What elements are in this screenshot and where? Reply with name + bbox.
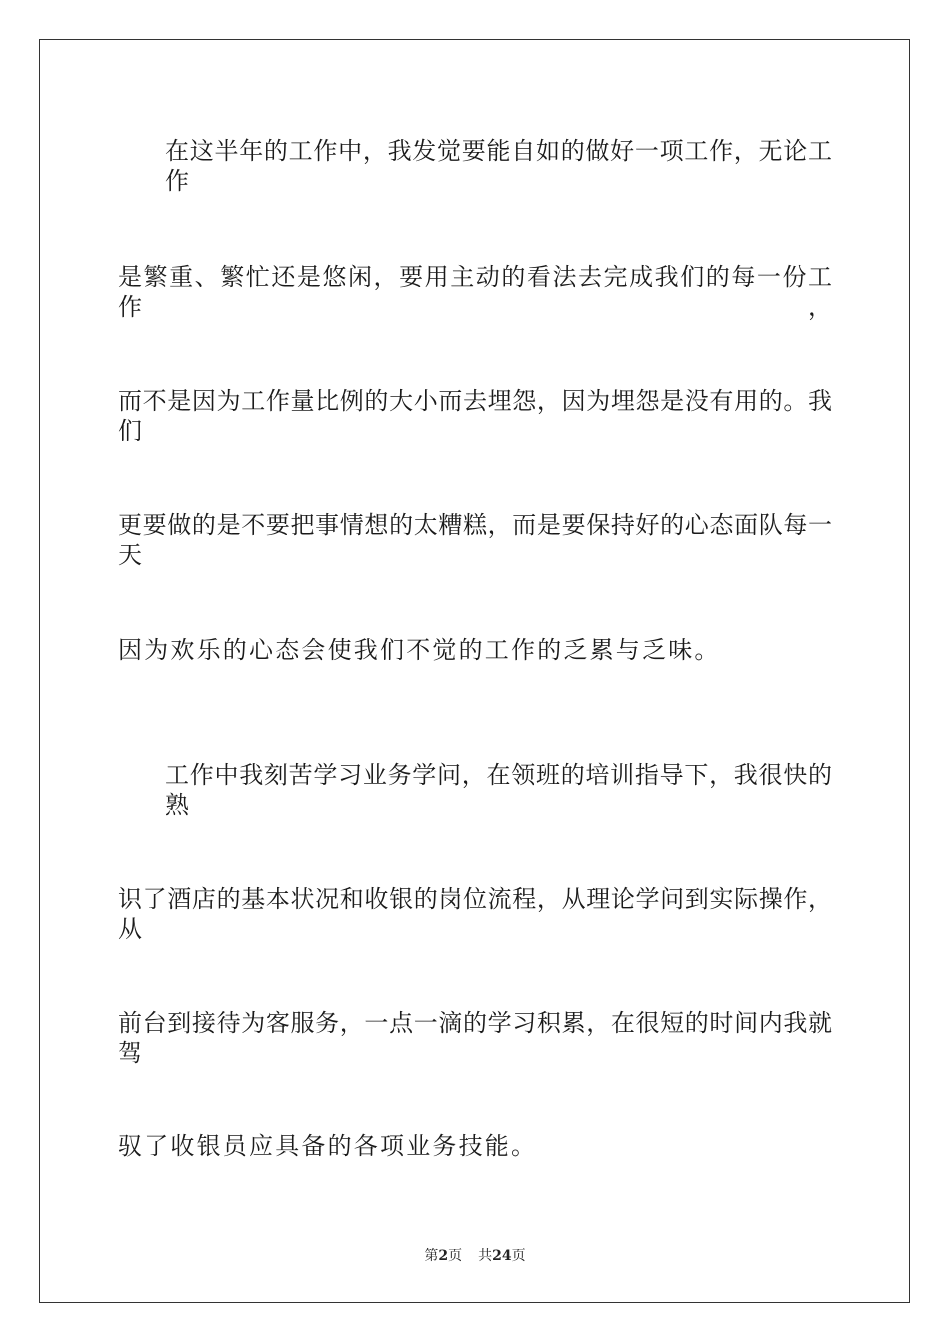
paragraph-1-line-1: 在这半年的工作中，我发觉要能自如的做好一项工作，无论工作 <box>165 137 832 195</box>
paragraph-1-line-4: 更要做的是不要把事情想的太糟糕，而是要保持好的心态面队每一天 <box>118 511 832 569</box>
paragraph-2-line-2: 识了酒店的基本状况和收银的岗位流程，从理论学问到实际操作，从 <box>118 885 832 943</box>
page-prefix: 第 <box>424 1248 439 1264</box>
page-suffix: 页 <box>448 1248 463 1264</box>
paragraph-2-line-3: 前台到接待为客服务，一点一滴的学习积累，在很短的时间内我就驾 <box>118 1009 832 1067</box>
paragraph-1-line-2: 是繁重、繁忙还是悠闲，要用主动的看法去完成我们的每一份工作， <box>118 263 832 321</box>
paragraph-2-line-1: 工作中我刻苦学习业务学问，在领班的培训指导下，我很快的熟 <box>165 761 832 819</box>
total-prefix: 共 <box>478 1248 493 1264</box>
total-suffix: 页 <box>511 1248 526 1264</box>
paragraph-1-line-5: 因为欢乐的心态会使我们不觉的工作的乏累与乏味。 <box>118 636 721 664</box>
page-number: 2 <box>438 1248 449 1264</box>
paragraph-2-line-4: 驭了收银员应具备的各项业务技能。 <box>118 1132 538 1160</box>
paragraph-1-line-3: 而不是因为工作量比例的大小而去埋怨，因为埋怨是没有用的。我们 <box>118 387 832 445</box>
page-border <box>39 39 910 1303</box>
total-pages: 24 <box>492 1248 512 1264</box>
page-footer <box>0 1247 950 1265</box>
